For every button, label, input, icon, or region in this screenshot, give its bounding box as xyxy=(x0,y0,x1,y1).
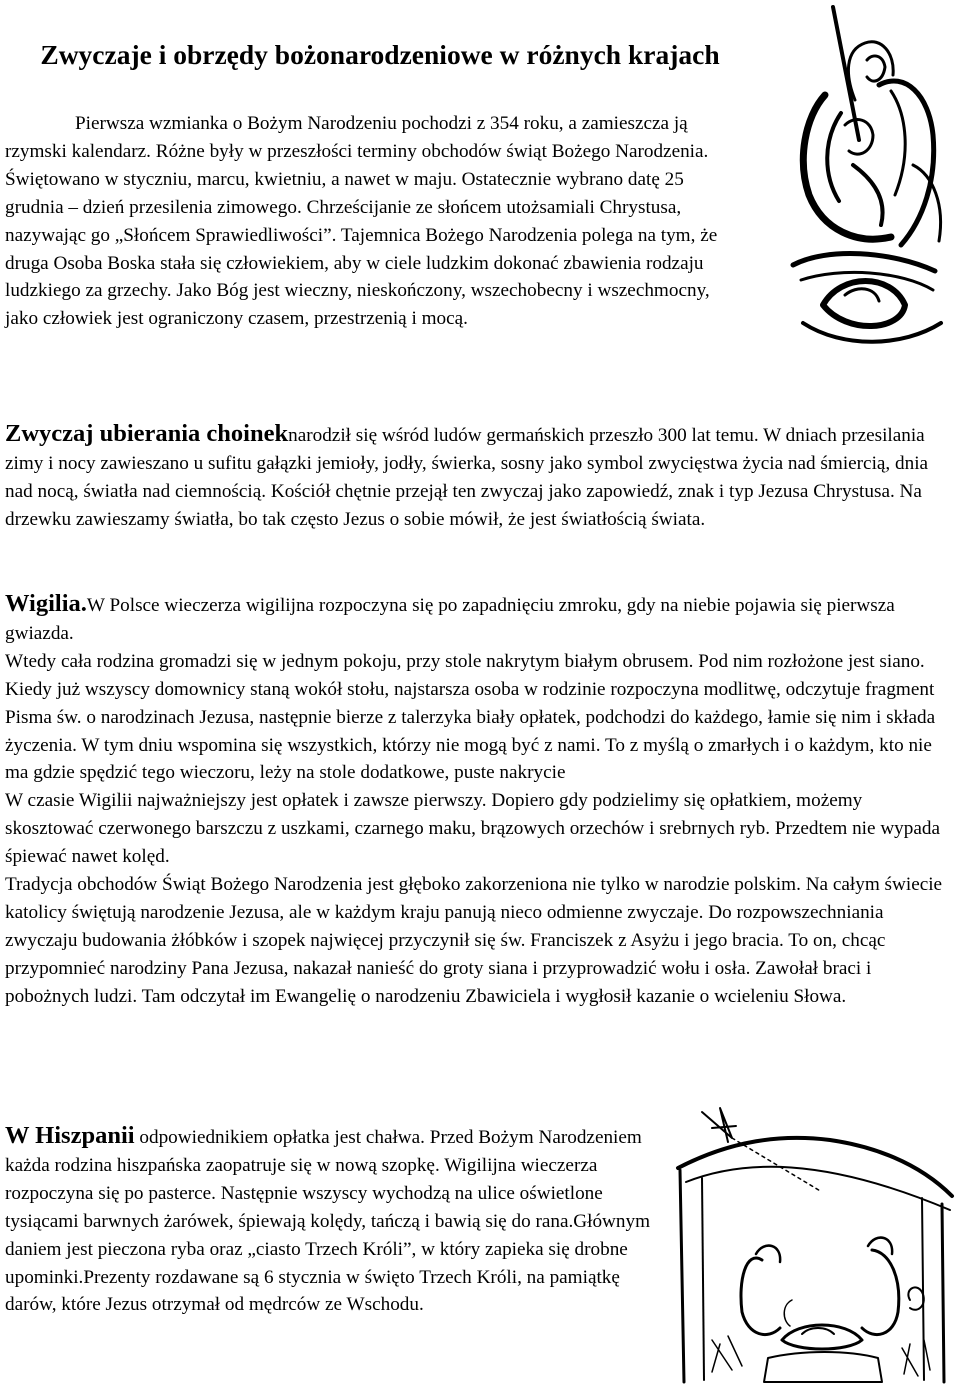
christmas-tree-paragraph xyxy=(5,420,945,534)
christmas-tree-text: narodził się wśród ludów germańskich przeszło 300 lat temu. W dniach przesilania zimy i nocy zawieszano u sufitu gałązki jemioły, jodły, świerka, sosny jako symbol zwycięstwa życia nad śmiercią, dnia nad nocą, światła nad ciemnością. Kościół chętnie przejął ten zwyczaj jako zapowiedź, znak i typ Jezusa Chrystusa. Na drzewku zawieszamy światła, bo tak często Jezus o sobie mówił, że jest światłością świata. xyxy=(5,425,929,530)
wigilia-paragraph-3: W czasie Wigilii najważniejszy jest opłatek i zawsze pierwszy. Dopiero gdy podzielimy się opłatkiem, możemy skosztować czerwonego barszczu z uszkami, czarnego maku, brązowych orzechów i srebrnych ryb. Przedtem nie wypada śpiewać nawet kolęd. xyxy=(5,790,940,868)
nativity-stable-drawing xyxy=(672,1100,958,1386)
holy-family-drawing xyxy=(783,5,959,359)
spain-heading: W Hiszpanii xyxy=(5,1122,135,1149)
spain-paragraph xyxy=(5,1122,670,1319)
wigilia-text-1: W Polsce wieczerza wigilijna rozpoczyna się po zapadnięciu zmroku, gdy na niebie pojawia się pierwsza gwiazda. xyxy=(5,595,895,644)
wigilia-paragraph-2: Wtedy cała rodzina gromadzi się w jednym pokoju, przy stole nakrytym białym obrusem. Pod nim rozłożone jest siano. Kiedy już wszyscy domownicy staną wokół stołu, najstarsza osoba w rodzinie rozpoczyna modlitwę, odczytuje fragment Pisma św. o narodzinach Jezusa, następnie bierze z talerzyka biały opłatek, podchodzi do każdego, łamie się nim i składa życzenia. W tym dniu wspomina się wszystkich, którzy nie mogą być z nami. To z myślą o zmarłych i o każdym, kto nie ma gdzie spędzić tego wieczoru, leży na stole dodatkowe, puste nakrycie xyxy=(5,650,936,784)
wigilia-paragraph-1 xyxy=(5,590,945,648)
document-title: Zwyczaje i obrzędy bożonarodzeniowe w różnych krajach xyxy=(40,39,720,70)
wigilia-section xyxy=(5,590,945,1011)
spain-text: odpowiednikiem opłatka jest chałwa. Przed Bożym Narodzeniem każda rodzina hiszpańska zaopatruje się w nową szopkę. Wigilijna wieczerza rozpoczyna się po pasterce. Następnie wszyscy wychodzą na ulice oświetlone tysiącami barwnych żarówek, śpiewają kolędy, tańczą i bawią się do rana.Głównym daniem jest pieczona ryba oraz „ciasto Trzech Króli”, w który zapieka się drobne upominki.Prezenty rozdawane są 6 stycznia w święto Trzech Króli, na pamiątkę darów, które Jezus otrzymał od mędrców ze Wschodu. xyxy=(5,1127,651,1316)
christmas-tree-heading: Zwyczaj ubierania choinek xyxy=(5,420,289,447)
intro-paragraph: Pierwsza wzmianka o Bożym Narodzeniu pochodzi z 354 roku, a zamieszcza ją rzymski kalendarz. Różne były w przeszłości terminy obchodów świąt Bożego Narodzenia. Świętowano w styczniu, marcu, kwietniu, a nawet w maju. Ostatecznie wybrano datę 25 grudnia – dzień przesilenia zimowego. Chrześcijanie ze słońcem utożsamiali Chrystusa, nazywając go „Słońcem Sprawiedliwości”. Tajemnica Bożego Narodzenia polega na tym, że druga Osoba Boska stała się człowiekiem, aby w ciele ludzkim dokonać zbawienia rodzaju ludzkiego za grzechy. Jako Bóg jest wieczny, nieskończony, wszechobecny i wszechmocny, jako człowiek jest ograniczony czasem, przestrzenią i mocą. xyxy=(5,113,718,330)
wigilia-heading: Wigilia. xyxy=(5,590,87,617)
wigilia-paragraph-4: Tradycja obchodów Świąt Bożego Narodzenia jest głęboko zakorzeniona nie tylko w narodzie polskim. Na całym świecie katolicy świętują narodzenie Jezusa, ale w każdym kraju panują nieco odmienne zwyczaje. Do rozpowszechniania zwyczaju budowania żłóbków i szopek najwięcej przyczynił się św. Franciszek z Asyżu i jego bracia. To on, chcąc przypomnieć narodziny Pana Jezusa, nakazał nanieść do groty siana i przyprowadzić wołu i osła. Zawołał braci i pobożnych ludzi. Tam odczytał im Ewangelię o narodzeniu Zbawiciela i wygłosił kazanie o wcieleniu Słowa. xyxy=(5,874,943,1007)
